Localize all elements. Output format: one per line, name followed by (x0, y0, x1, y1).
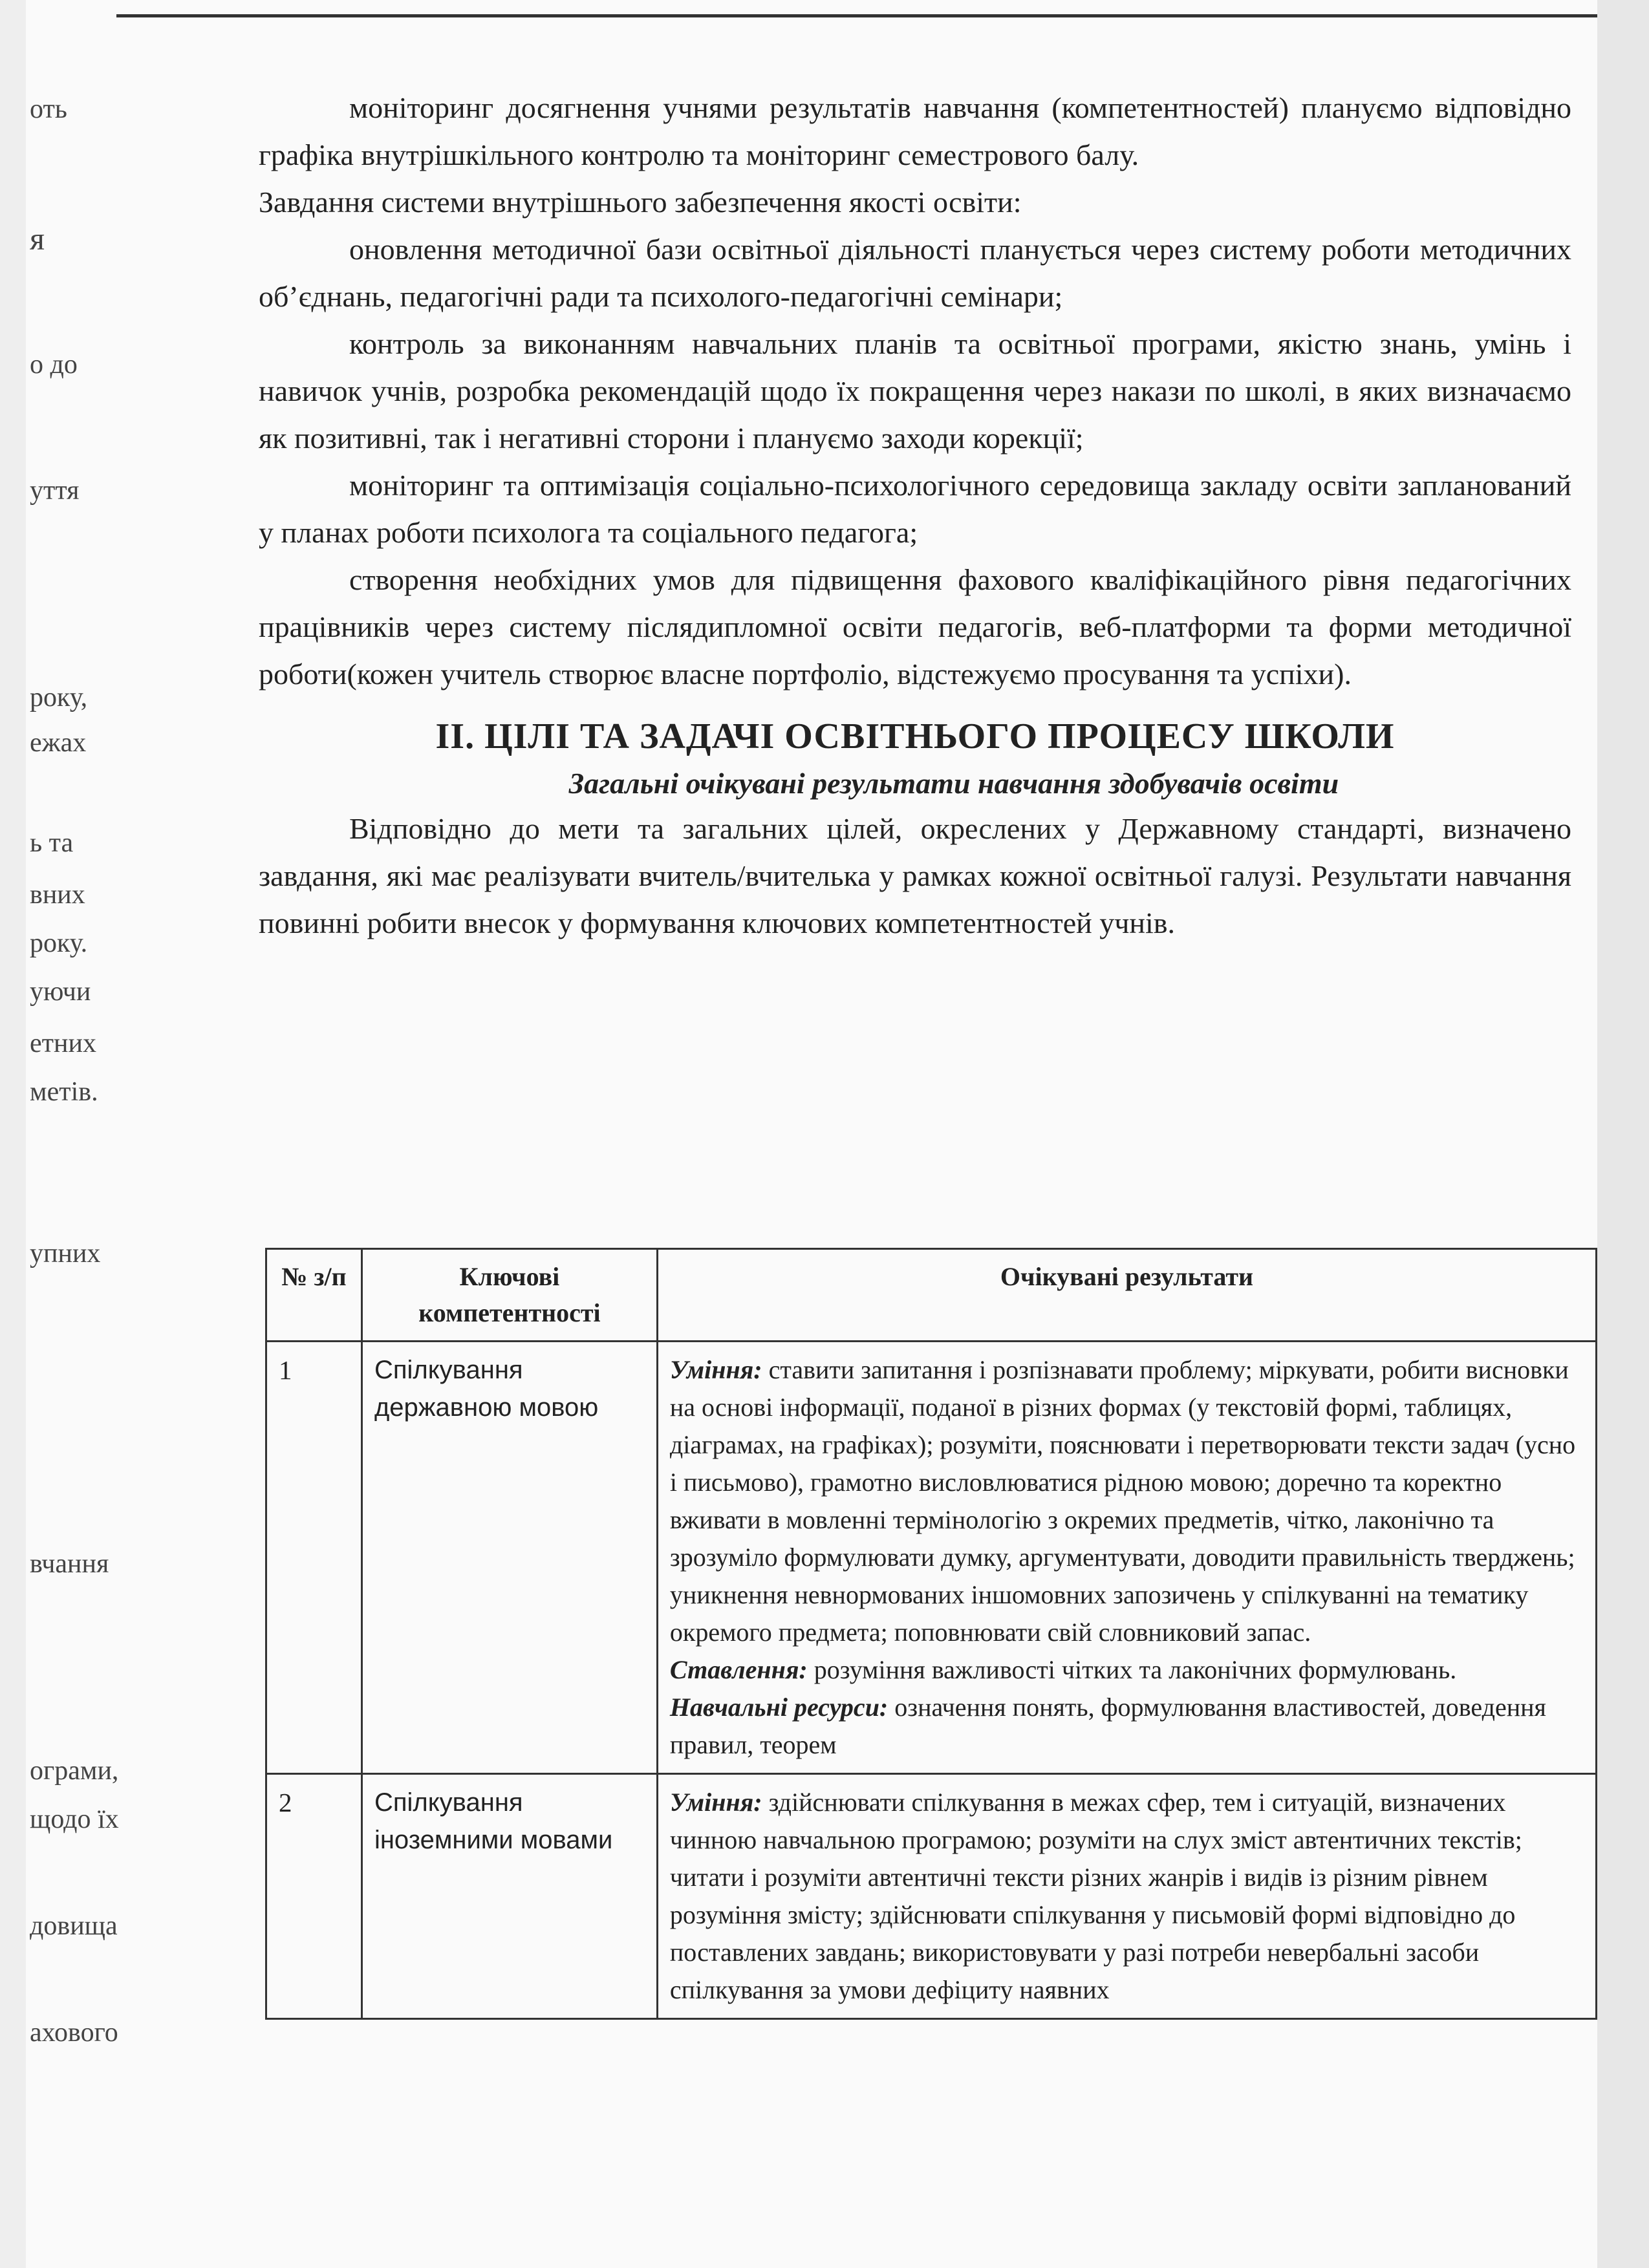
attitude-value: розуміння важливості чітких та лаконічних формулювань. (807, 1655, 1457, 1684)
bleed-text: етних (30, 1029, 96, 1058)
paragraph: оновлення методичної бази освітньої діяльності планується через систему роботи методичних об’єднань, педагогічні ради та психолого-педагогічні семінари; (259, 233, 1571, 313)
bleed-text: року, (30, 683, 88, 712)
skills-label: Уміння: (669, 1355, 762, 1384)
bleed-text: щодо їх (30, 1804, 119, 1834)
skills-value: здійснювати спілкування в межах сфер, тем і ситуацій, визначених чинною навчальною програмою; розуміти на слух зміст автентичних текстів; читати і розуміти автентичні тексти різних жанрів і видів із різним рівнем розуміння змісту; здійснювати спілкування у письмовій формі відповідно до поставлених завдань; використовувати у разі потреби невербальні засоби спілкування за умови дефіциту наявних (669, 1788, 1522, 2004)
bleed-text: уття (30, 476, 80, 506)
header-competence: Ключові компетентності (361, 1249, 657, 1342)
bleed-shade (0, 0, 26, 2268)
bleed-text: ь та (30, 828, 74, 858)
attitude-text (670, 1651, 1584, 1689)
bleed-text: ежах (30, 728, 87, 758)
bleed-text: уючи (30, 977, 91, 1007)
table-row (266, 1774, 1597, 2019)
bleed-text: вчання (30, 1549, 109, 1579)
skills-label: Уміння: (669, 1788, 762, 1817)
row-number: 1 (266, 1342, 362, 1774)
previous-page-bleed (0, 0, 207, 2268)
competence-results-table (265, 1248, 1597, 2020)
header-number: № з/п (266, 1249, 362, 1342)
resources-value: означення понять, формулювання властивостей, доведення правил, теорем (669, 1693, 1546, 1759)
table-row (266, 1342, 1597, 1774)
skills-value: ставити запитання і розпізнавати проблему; міркувати, робити висновки на основі інформації, поданої в різних формах (у текстовій формі, таблицях, діаграмах, на графіках); розуміти, пояснювати і перетворювати тексти задач (усно і письмово), грамотно висловлюватися рідною мовою; доречно та коректно вживати в мовленні термінологію з окремих предметів, чітко, лаконічно та зрозуміло формулювати думку, аргументувати, доводити правильність тверджень; уникнення невнормованих іншомовних запозичень у спілкуванні на тематику окремого предмета; поповнювати свій словниковий запас. (669, 1355, 1576, 1647)
bleed-text: року. (30, 928, 88, 958)
attitude-label: Ставлення: (669, 1655, 808, 1684)
row-number: 2 (266, 1774, 362, 2019)
row-competence: Спілкування іноземними мовами (361, 1774, 657, 2019)
paragraph: Завдання системи внутрішнього забезпечення якості освіти: (259, 186, 1022, 219)
row-competence: Спілкування державною мовою (361, 1342, 657, 1774)
paragraph: моніторинг та оптимізація соціально-психологічного середовища закладу освіти запланований у планах роботи психолога та соціального педагога; (259, 469, 1571, 549)
bleed-text: метів. (30, 1077, 98, 1107)
bleed-text: вних (30, 880, 85, 910)
paragraph: контроль за виконанням навчальних планів та освітньої програми, якістю знань, умінь і навичок учнів, розробка рекомендацій щодо їх покращення через накази по школі, в яких визначаємо як позитивні, так і негативні сторони і плануємо заходи корекції; (259, 327, 1571, 455)
section-subtitle: Загальні очікувані результати навчання здобувачів освіти (568, 767, 1339, 800)
bleed-text: оть (30, 94, 67, 124)
resources-text (670, 1689, 1584, 1764)
table-header-row (266, 1249, 1597, 1342)
row-results (657, 1774, 1596, 2019)
header-results: Очікувані результати (657, 1249, 1596, 1342)
skills-text (670, 1351, 1584, 1651)
section-intro: Відповідно до мети та загальних цілей, окреслених у Державному стандарті, визначено завдання, які має реалізувати вчитель/вчителька у рамках кожної освітньої галузі. Результати навчання повинні робити внесок у формування ключових компетентностей учнів. (259, 812, 1571, 939)
bleed-text: ограми, (30, 1756, 119, 1786)
scan-edge (1597, 0, 1649, 2268)
skills-text (670, 1784, 1584, 2009)
row-results (657, 1342, 1596, 1774)
bleed-text: упних (30, 1239, 101, 1268)
bleed-text: ахового (30, 2018, 118, 2048)
paragraph: моніторинг досягнення учнями результатів навчання (компетентностей) плануємо відповідно графіка внутрішкільного контролю та моніторинг семестрового балу. (259, 91, 1571, 171)
paragraph: створення необхідних умов для підвищення фахового кваліфікаційного рівня педагогічних працівників через систему післядипломної освіти педагогів, веб-платформи та форми методичної роботи(кожен учитель створює власне портфоліо, відстежуємо просування та успіхи). (259, 563, 1571, 690)
bleed-text: я (30, 220, 45, 257)
document-body (259, 84, 1571, 947)
bleed-text: о до (30, 350, 78, 380)
resources-label: Навчальні ресурси: (669, 1693, 889, 1722)
bleed-text: довища (30, 1911, 118, 1941)
section-title: II. ЦІЛІ ТА ЗАДАЧІ ОСВІТНЬОГО ПРОЦЕСУ ШКОЛИ (435, 716, 1395, 756)
top-rule (116, 14, 1604, 17)
